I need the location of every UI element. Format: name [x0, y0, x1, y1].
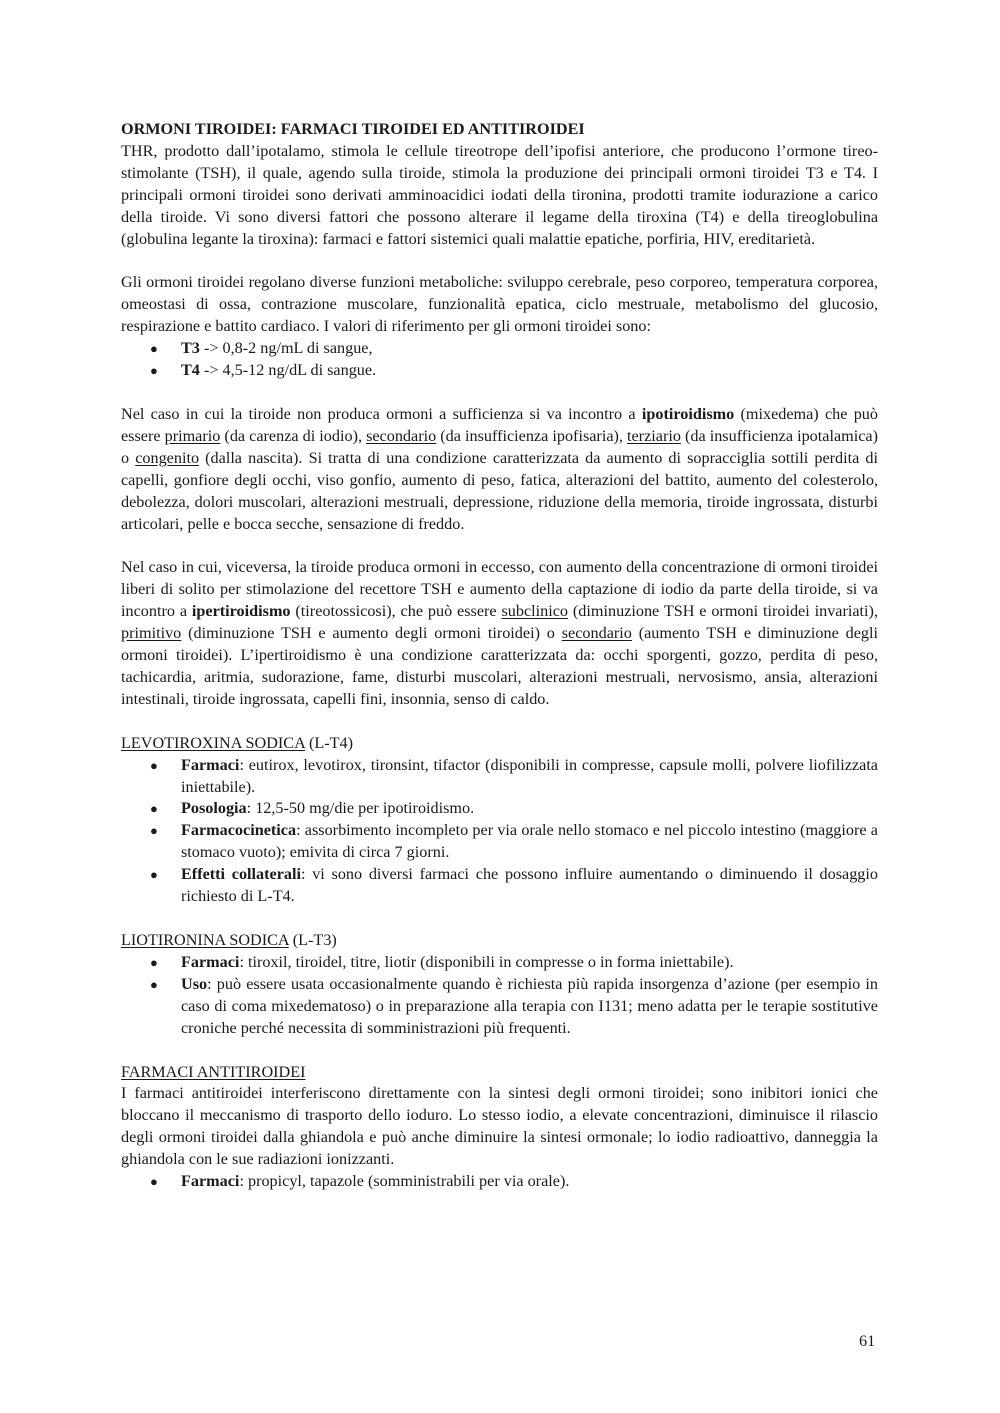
underlined-term: subclinico: [501, 602, 569, 621]
bold-term: ipertiroidismo: [191, 602, 291, 621]
text-run: (mixedema) che può essere: [121, 404, 878, 445]
subheading: LEVOTIROXINA SODICA: [121, 733, 305, 752]
liothyronine-heading: [121, 930, 878, 952]
functions-paragraph: Gli ormoni tiroidei regolano diverse funzioni metaboliche: sviluppo cerebrale, peso corporeo, temperatura corporea, omeostasi di ossa, contrazione muscolare, funzionalità epatica, ciclo mestruale, metabolismo del glucosio, respirazione e battito cardiaco. I valori di riferimento per gli ormoni tiroidei sono:: [121, 273, 878, 336]
item-term: Effetti collaterali: [181, 865, 301, 884]
item-term: Farmaci: [181, 952, 240, 971]
item-term: Farmacocinetica: [181, 821, 297, 840]
list-item: [121, 360, 878, 382]
text-run: (tireotossicosi), che può essere: [290, 602, 502, 621]
text-run: Nel caso in cui, viceversa, la tiroide produca ormoni in eccesso, con aumento della concentrazione di ormoni tiroidei liberi di solito per stimolazione del recettore TSH e aumento della captazione di iodio da parte della tiroide, si va incontro a: [121, 558, 878, 621]
item-term: T3: [181, 339, 200, 358]
bullet-icon: ●: [150, 341, 158, 357]
bullet-icon: ●: [150, 823, 158, 839]
bullet-icon: ●: [150, 363, 158, 379]
list-item: [121, 974, 878, 1040]
list-item: [121, 952, 878, 974]
underlined-term: primitivo: [121, 624, 182, 643]
bullet-icon: ●: [150, 801, 158, 817]
levothyroxine-list: [121, 755, 878, 908]
spacer: [121, 908, 878, 930]
item-text: : può essere usata occasionalmente quando è richiesta più rapida insorgenza d’azione (per esempio in caso di coma mixedematoso) o in preparazione alla terapia con I131; meno adatta per le terapie sostitutive croniche perché necessita di somministrazioni più frequenti.: [181, 974, 878, 1037]
underlined-term: congenito: [135, 448, 200, 467]
subheading: LIOTIRONINA SODICA: [121, 931, 289, 949]
item-text: : eutirox, levotirox, tironsint, tifactor (disponibili in compresse, capsule molli, polvere liofilizzata iniettabile).: [181, 755, 878, 796]
item-term: T4: [181, 361, 200, 380]
list-item: [121, 820, 878, 864]
text-run: (diminuzione TSH e ormoni tiroidei invariati),: [568, 602, 878, 621]
item-text: : 12,5-50 mg/die per ipotiroidismo.: [246, 799, 475, 818]
antithyroid-paragraph: I farmaci antitiroidei interferiscono direttamente con la sintesi degli ormoni tiroidei; sono inibitori ionici che bloccano il meccanismo di trasporto dello ioduro. Lo stesso iodio, a elevate concentrazioni, diminuisce il rilascio degli ormoni tiroidei dalla ghiandola e può anche diminuire la sintesi ormonale; lo iodio radioattivo, danneggia la ghiandola con le sue radiazioni ionizzanti.: [121, 1084, 878, 1169]
list-item: [121, 1171, 878, 1193]
section-title: ORMONI TIROIDEI: FARMACI TIROIDEI ED ANTITIROIDEI: [121, 120, 585, 138]
list-item: [121, 864, 878, 908]
underlined-term: primario: [164, 426, 221, 445]
item-text: -> 0,8-2 ng/mL di sangue,: [199, 339, 373, 358]
item-term: Uso: [181, 974, 208, 993]
subheading: FARMACI ANTITIROIDEI: [121, 1062, 306, 1081]
list-item: [121, 338, 878, 360]
hyperthyroidism-paragraph: [121, 557, 878, 710]
spacer: [121, 535, 878, 557]
text-run: (dalla nascita). Si tratta di una condizione caratterizzata da aumento di sopracciglia sottili perdita di capelli, gonfiore degli occhi, viso gonfio, aumento di peso, fatica, alterazioni del battito, aumento del colesterolo, debolezza, dolori muscolari, alterazioni mestruali, depressione, riduzione della memoria, tiroide ingrossata, disturbi articolari, pelle e bocca secche, sensazione di freddo.: [121, 448, 879, 533]
underlined-term: secondario: [366, 426, 437, 445]
bullet-icon: ●: [150, 976, 158, 992]
underlined-term: terziario: [627, 426, 681, 445]
text-run: (da carenza di iodio),: [220, 426, 367, 445]
page-number: 61: [859, 1332, 876, 1350]
item-term: Posologia: [181, 799, 247, 818]
text-run: (diminuzione TSH e aumento degli ormoni tiroidei) o: [181, 624, 562, 643]
item-text: : assorbimento incompleto per via orale nello stomaco e nel piccolo intestino (maggiore a stomaco vuoto); emivita di circa 7 giorni.: [181, 821, 878, 862]
underlined-term: secondario: [561, 624, 632, 643]
text-run: (aumento TSH e diminuzione degli ormoni tiroidei). L’ipertiroidismo è una condizione caratterizzata da: occhi sporgenti, gozzo, perdita di peso, tachicardia, aritmia, sudorazione, fame, disturbi muscolari, alterazioni mestruali, nervosismo, ansia, alterazioni intestinali, tiroide ingrossata, capelli fini, insonnia, senso di caldo.: [121, 624, 878, 708]
item-term: Farmaci: [181, 755, 240, 774]
page-content: [121, 119, 878, 1193]
item-term: Farmaci: [181, 1172, 240, 1191]
text-run: Nel caso in cui la tiroide non produca ormoni a sufficienza si va incontro a: [121, 404, 642, 423]
subheading-suffix: (L-T4): [304, 733, 353, 752]
list-item: [121, 755, 878, 799]
bullet-icon: ●: [150, 954, 158, 970]
item-text: -> 4,5-12 ng/dL di sangue.: [199, 361, 377, 380]
reference-values-list: [121, 338, 878, 382]
bullet-icon: ●: [150, 757, 158, 773]
spacer: [121, 1040, 878, 1062]
item-text: : tiroxil, tiroidel, titre, liotir (disponibili in compresse o in forma iniettabile).: [239, 952, 734, 971]
bold-term: ipotiroidismo: [641, 404, 735, 423]
spacer: [121, 250, 878, 272]
text-run: (da insufficienza ipofisaria),: [436, 426, 627, 445]
intro-paragraph: THR, prodotto dall’ipotalamo, stimola le cellule tireotrope dell’ipofisi anteriore, che producono l’ormone tireo-stimolante (TSH), il quale, agendo sulla tiroide, stimola la produzione dei principali ormoni tiroidei T3 e T4. I principali ormoni tiroidei sono derivati amminoacidici iodati della tironina, prodotti tramite iodurazione a carico della tiroide. Vi sono diversi fattori che possono alterare il legame della tiroxina (T4) e della tireoglobulina (globulina legante la tiroxina): farmaci e fattori sistemici quali malattie epatiche, porfiria, HIV, ereditarietà.: [121, 141, 878, 248]
item-text: : propicyl, tapazole (somministrabili per via orale).: [239, 1172, 570, 1191]
bullet-icon: ●: [150, 1174, 158, 1190]
item-text: : vi sono diversi farmaci che possono influire aumentando o diminuendo il dosaggio richiesto di L-T4.: [181, 865, 878, 906]
antithyroid-list: [121, 1171, 878, 1193]
text-run: (da insufficienza ipotalamica) o: [121, 426, 878, 467]
subheading-suffix: (L-T3): [288, 931, 337, 949]
spacer: [121, 711, 878, 733]
list-item: [121, 798, 878, 820]
spacer: [121, 382, 878, 404]
antithyroid-heading: [121, 1062, 878, 1084]
hypothyroidism-paragraph: [121, 404, 878, 535]
bullet-icon: ●: [150, 867, 158, 883]
liothyronine-list: [121, 952, 878, 1040]
levothyroxine-heading: [121, 733, 878, 755]
